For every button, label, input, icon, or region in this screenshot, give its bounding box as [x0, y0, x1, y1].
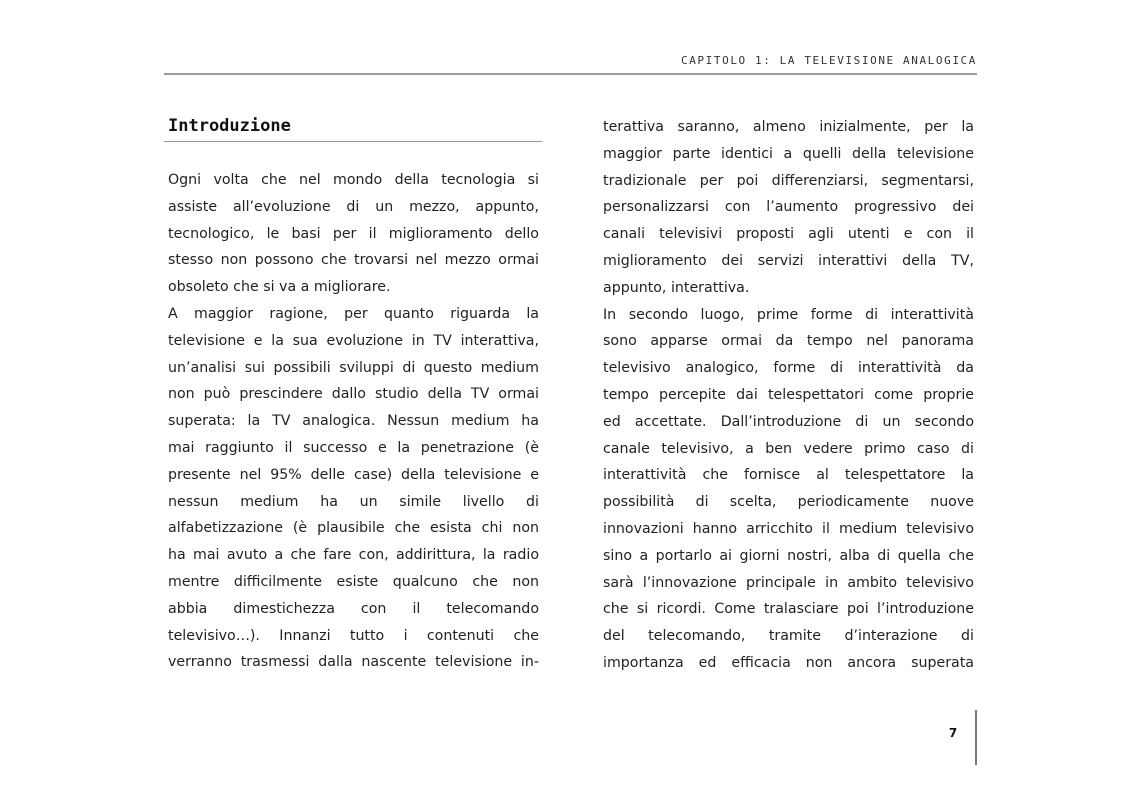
text-line: terattiva saranno, almeno inizialmente, per la: [603, 119, 974, 135]
text-line: canali televisivi proposti agli utenti e con il: [603, 226, 974, 243]
text-line: innovazioni hanno arricchito il medium televisivo: [603, 520, 974, 537]
text-line: presente nel 95% delle case) della televisione e: [168, 466, 539, 483]
text-line: abbia dimestichezza con il telecomando: [168, 600, 539, 617]
section-title: Introduzione: [168, 116, 291, 136]
text-line: canale televisivo, a ben vedere primo caso di: [603, 440, 974, 457]
text-line: assiste all’evoluzione di un mezzo, appunto,: [168, 198, 539, 215]
text-line: stesso non possono che trovarsi nel mezzo ormai: [168, 252, 539, 269]
text-line: sarà l’innovazione principale in ambito televisivo: [603, 574, 974, 591]
right-text-column: [603, 114, 974, 677]
text-line: superata: la TV analogica. Nessun medium ha: [168, 413, 539, 430]
text-line: In secondo luogo, prime forme di interattività: [603, 306, 974, 323]
text-line: appunto, interattiva.: [603, 279, 750, 296]
text-line: mentre difficilmente esiste qualcuno che non: [168, 573, 539, 590]
text-line: personalizzarsi con l’aumento progressivo dei: [603, 199, 974, 216]
text-line: del telecomando, tramite d’interazione di: [603, 628, 974, 645]
page-number: 7: [948, 726, 958, 740]
running-header: CAPITOLO 1: LA TELEVISIONE ANALOGICA: [680, 54, 977, 67]
text-line: televisivo analogico, forme di interattività da: [603, 360, 974, 377]
text-line: non può prescindere dallo studio della TV ormai: [168, 386, 539, 403]
text-line: che si ricordi. Come tralasciare poi l’introduzione: [603, 601, 974, 618]
text-line: obsoleto che si va a migliorare.: [168, 279, 391, 296]
text-line: televisione e la sua evoluzione in TV interattiva,: [168, 332, 539, 349]
text-line: Ogni volta che nel mondo della tecnologia si: [168, 172, 539, 188]
text-line: tempo percepite dai telespettatori come proprie: [603, 386, 974, 403]
text-line: alfabetizzazione (è plausibile che esista chi non: [168, 520, 539, 537]
text-line: miglioramento dei servizi interattivi della TV,: [603, 252, 974, 269]
text-line: verranno trasmessi dalla nascente televisione in-: [168, 654, 539, 671]
text-line: sono apparse ormai da tempo nel panorama: [603, 333, 974, 350]
text-line: mai raggiunto il successo e la penetrazione (è: [168, 439, 539, 456]
text-line: ed accettate. Dall’introduzione di un secondo: [603, 413, 974, 430]
text-line: possibilità di scelta, periodicamente nuove: [603, 494, 974, 511]
text-line: importanza ed efficacia non ancora superata: [603, 654, 974, 671]
header-rule: [164, 73, 977, 75]
left-text-column: [168, 167, 539, 676]
text-line: A maggior ragione, per quanto riguarda la: [168, 305, 539, 322]
text-line: tecnologico, le basi per il miglioramento dello: [168, 225, 539, 242]
text-line: sino a portarlo ai giorni nostri, alba di quella che: [603, 547, 974, 564]
text-line: nessun medium ha un simile livello di: [168, 493, 539, 510]
text-line: interattività che fornisce al telespettatore la: [603, 467, 974, 484]
text-line: maggior parte identici a quelli della televisione: [603, 145, 974, 162]
text-line: televisivo…). Innanzi tutto i contenuti che: [168, 627, 539, 644]
page-number-rule: [975, 710, 977, 765]
text-line: tradizionale per poi differenziarsi, segmentarsi,: [603, 172, 974, 189]
text-line: un’analisi sui possibili sviluppi di questo medium: [168, 359, 539, 376]
title-underline: [164, 141, 542, 142]
text-line: ha mai avuto a che fare con, addirittura, la radio: [168, 547, 539, 564]
